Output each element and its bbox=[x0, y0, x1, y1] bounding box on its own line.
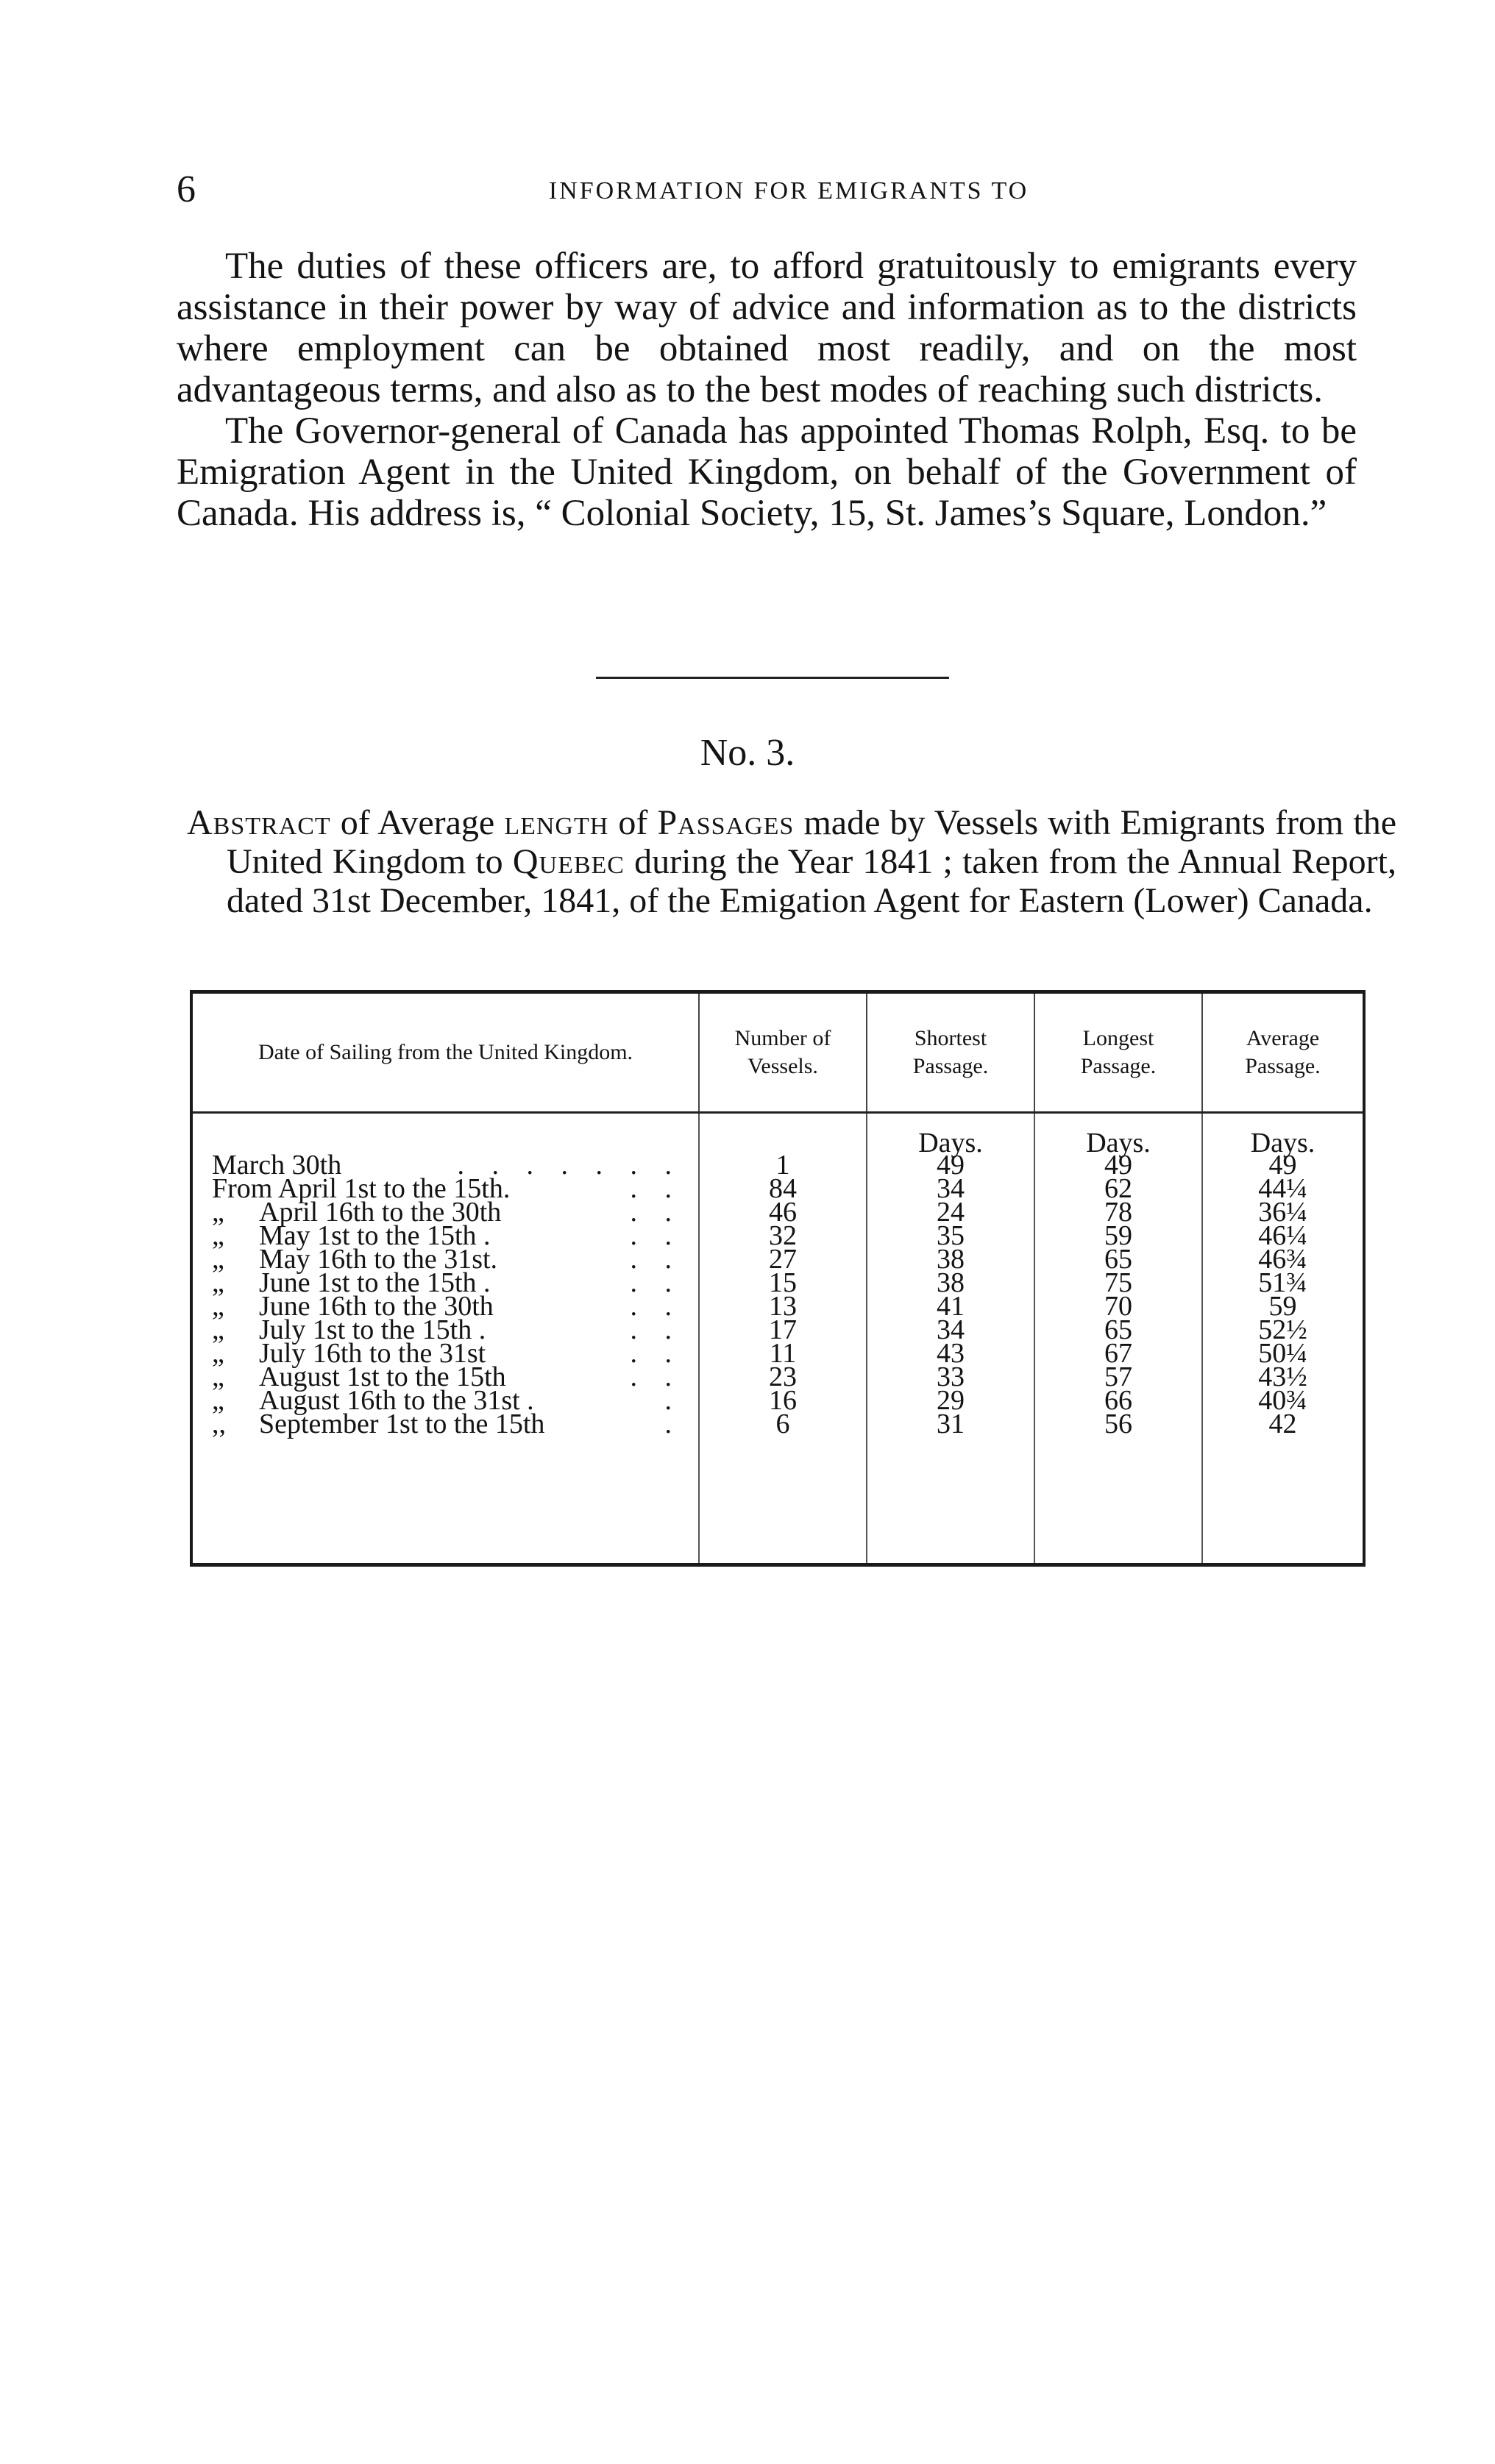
leader-dots: . . bbox=[630, 1338, 682, 1369]
table-caption bbox=[187, 803, 1396, 920]
body-text bbox=[177, 246, 1357, 534]
date-text: From April 1st to the 15th. bbox=[212, 1173, 511, 1204]
date-text: July 16th to the 31st bbox=[259, 1338, 486, 1369]
average-cell: 59 bbox=[1268, 1291, 1297, 1322]
longest-cell: 62 bbox=[1104, 1173, 1132, 1204]
date-text: September 1st to the 15th bbox=[259, 1409, 545, 1439]
date-text: June 1st to the 15th . bbox=[259, 1267, 491, 1298]
date-text: March 30th bbox=[212, 1150, 342, 1181]
shortest-cell: 33 bbox=[937, 1361, 965, 1392]
leader-dots: . . bbox=[630, 1173, 682, 1204]
average-cell: 51¾ bbox=[1258, 1267, 1307, 1298]
caption-word-passages: Passages bbox=[657, 803, 795, 842]
passages-table-grid bbox=[193, 994, 1363, 1563]
column-vessels bbox=[699, 1113, 867, 1564]
longest-cell: 65 bbox=[1104, 1244, 1132, 1275]
date-text: May 16th to the 31st. bbox=[259, 1244, 498, 1275]
caption-text-4: during the Year 1841 ; taken from the Annual Report, dated 31st December, 1841, of the Emigation Agent for Eastern (Lower) Canada. bbox=[227, 842, 1397, 920]
vessels-cell: 15 bbox=[769, 1267, 797, 1298]
shortest-cell: 31 bbox=[937, 1409, 965, 1439]
caption-text-1: of Average bbox=[330, 803, 505, 842]
average-cell: 40¾ bbox=[1258, 1385, 1307, 1416]
vessels-cell: 16 bbox=[769, 1385, 797, 1416]
shortest-cell: 29 bbox=[937, 1385, 965, 1416]
header-shortest: Shortest Passage. bbox=[867, 994, 1034, 1113]
vessels-cell: 46 bbox=[769, 1197, 797, 1228]
average-cell: 43½ bbox=[1258, 1361, 1307, 1392]
vessels-cell: 13 bbox=[769, 1291, 797, 1322]
unit-label-shortest: Days. bbox=[918, 1128, 983, 1158]
caption-text-2: of bbox=[608, 803, 658, 842]
date-cell bbox=[193, 1409, 698, 1439]
table-header-row bbox=[193, 994, 1363, 1113]
shortest-cell: 35 bbox=[937, 1220, 965, 1251]
section-title: No. 3. bbox=[700, 732, 795, 774]
shortest-cell: 34 bbox=[937, 1173, 965, 1204]
column-shortest bbox=[867, 1113, 1034, 1564]
ditto-mark: „ bbox=[212, 1314, 224, 1345]
average-cell: 44¼ bbox=[1258, 1173, 1307, 1204]
date-text: July 1st to the 15th . bbox=[259, 1314, 486, 1345]
ditto-mark: „ bbox=[212, 1197, 224, 1228]
average-cell: 46¾ bbox=[1258, 1244, 1307, 1275]
shortest-cell: 24 bbox=[937, 1197, 965, 1228]
ditto-mark: „ bbox=[212, 1267, 224, 1298]
leader-dots: . bbox=[664, 1409, 682, 1439]
date-text: April 16th to the 30th bbox=[259, 1197, 502, 1228]
unit-label-longest: Days. bbox=[1086, 1128, 1151, 1158]
caption-word-length: length bbox=[504, 803, 609, 842]
longest-cell: 59 bbox=[1104, 1220, 1132, 1251]
column-date bbox=[193, 1113, 699, 1564]
shortest-cell: 38 bbox=[937, 1244, 965, 1275]
date-text: June 16th to the 30th bbox=[259, 1291, 494, 1322]
vessels-cell: 6 bbox=[775, 1409, 790, 1439]
average-cell: 52½ bbox=[1258, 1314, 1307, 1345]
leader-dots: . . bbox=[630, 1314, 682, 1345]
shortest-cell: 43 bbox=[937, 1338, 965, 1369]
longest-cell: 49 bbox=[1104, 1150, 1132, 1181]
passages-table bbox=[190, 990, 1366, 1567]
leader-dots: . . bbox=[630, 1197, 682, 1228]
average-cell: 36¼ bbox=[1258, 1197, 1307, 1228]
average-cell: 49 bbox=[1268, 1150, 1297, 1181]
date-text: May 1st to the 15th . bbox=[259, 1220, 491, 1251]
caption-word-abstract: Abstract bbox=[187, 803, 331, 842]
longest-cell: 65 bbox=[1104, 1314, 1132, 1345]
shortest-cell: 41 bbox=[937, 1291, 965, 1322]
average-cell: 42 bbox=[1268, 1409, 1297, 1439]
longest-cell: 75 bbox=[1104, 1267, 1132, 1298]
leader-dots: . . bbox=[630, 1361, 682, 1392]
leader-dots: . . bbox=[630, 1244, 682, 1275]
longest-cell: 57 bbox=[1104, 1361, 1132, 1392]
ditto-mark: ,, bbox=[212, 1409, 226, 1439]
vessels-cell: 23 bbox=[769, 1361, 797, 1392]
average-cell: 46¼ bbox=[1258, 1220, 1307, 1251]
longest-cell: 56 bbox=[1104, 1409, 1132, 1439]
paragraph-duties: The duties of these officers are, to afford gratuitously to emigrants every assistance in their power by way of advice and information as to the districts where employment can be obtained most readily, and on the most advantageous terms, and also as to the best modes of reaching such districts. bbox=[177, 246, 1357, 410]
running-title: INFORMATION FOR EMIGRANTS TO bbox=[548, 177, 1029, 204]
vessels-cell: 17 bbox=[769, 1314, 797, 1345]
ditto-mark: „ bbox=[212, 1338, 224, 1369]
vessels-cell: 11 bbox=[769, 1338, 797, 1369]
leader-dots: . . bbox=[630, 1267, 682, 1298]
longest-cell: 78 bbox=[1104, 1197, 1132, 1228]
table-body-row bbox=[193, 1113, 1363, 1564]
header-vessels: Number of Vessels. bbox=[699, 994, 867, 1113]
longest-cell: 70 bbox=[1104, 1291, 1132, 1322]
ditto-mark: „ bbox=[212, 1385, 224, 1416]
column-average bbox=[1202, 1113, 1363, 1564]
vessels-cell: 84 bbox=[769, 1173, 797, 1204]
leader-dots: . . bbox=[630, 1220, 682, 1251]
unit-label-average: Days. bbox=[1250, 1128, 1315, 1158]
ditto-mark: „ bbox=[212, 1361, 224, 1392]
leader-dots: . . bbox=[630, 1291, 682, 1322]
header-longest: Longest Passage. bbox=[1034, 994, 1202, 1113]
ditto-mark: „ bbox=[212, 1291, 224, 1322]
longest-cell: 66 bbox=[1104, 1385, 1132, 1416]
shortest-cell: 38 bbox=[937, 1267, 965, 1298]
header-date: Date of Sailing from the United Kingdom. bbox=[193, 994, 699, 1113]
caption-text-3: made by Vessels with Emigrants from the United Kingdom to bbox=[227, 803, 1397, 881]
leader-dots: . . . . . . . bbox=[457, 1150, 682, 1181]
vessels-cell: 32 bbox=[769, 1220, 797, 1251]
date-text: August 16th to the 31st . bbox=[259, 1385, 534, 1416]
vessels-cell: 1 bbox=[775, 1150, 790, 1181]
paragraph-agent: The Governor-general of Canada has appointed Thomas Rolph, Esq. to be Emigration Agent in the United Kingdom, on behalf of the Government of Canada. His address is, “ Colonial Society, 15, St. James’s Square, London.” bbox=[177, 410, 1357, 534]
caption-word-quebec: Quebec bbox=[512, 842, 625, 881]
column-longest bbox=[1034, 1113, 1202, 1564]
shortest-cell: 49 bbox=[937, 1150, 965, 1181]
ditto-mark: „ bbox=[212, 1220, 224, 1251]
page-number: 6 bbox=[177, 168, 196, 210]
page-header bbox=[177, 168, 1357, 212]
vessels-cell: 27 bbox=[769, 1244, 797, 1275]
ditto-mark: „ bbox=[212, 1244, 224, 1275]
section-divider bbox=[596, 677, 949, 679]
header-average: Average Passage. bbox=[1202, 994, 1363, 1113]
date-text: August 1st to the 15th bbox=[259, 1361, 506, 1392]
average-cell: 50¼ bbox=[1258, 1338, 1307, 1369]
leader-dots: . bbox=[664, 1385, 682, 1416]
shortest-cell: 34 bbox=[937, 1314, 965, 1345]
longest-cell: 67 bbox=[1104, 1338, 1132, 1369]
